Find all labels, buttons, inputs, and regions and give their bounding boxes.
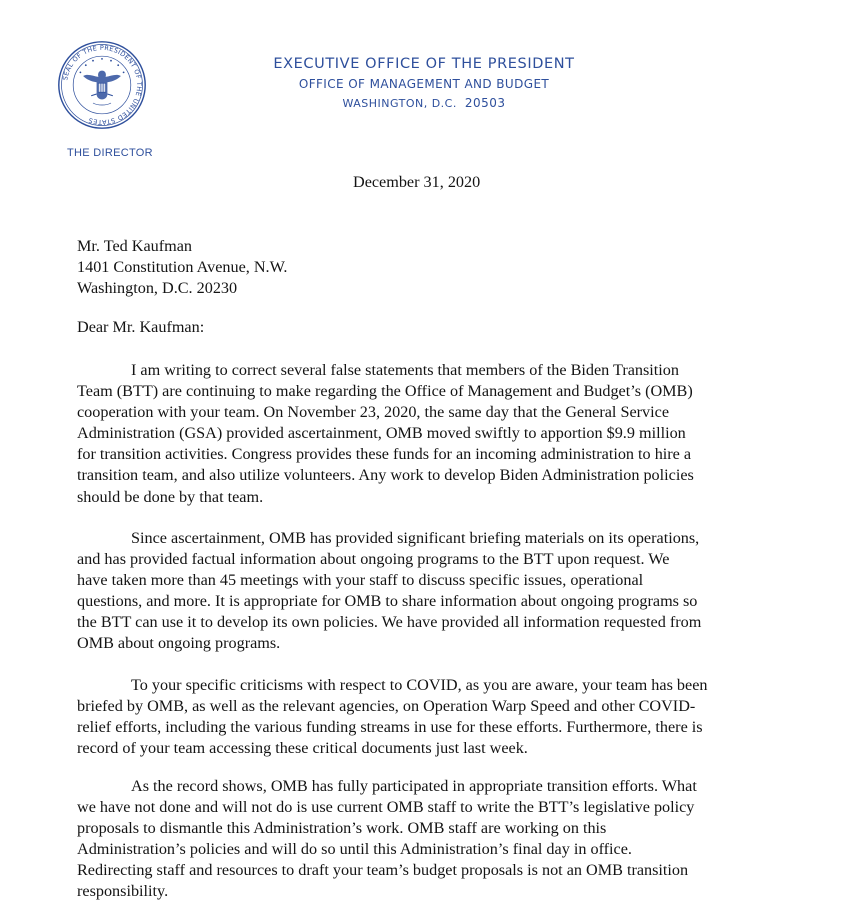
paragraph-line: Administration’s policies and will do so until this Administration’s final day in office. bbox=[77, 840, 632, 859]
paragraph-line: Redirecting staff and resources to draft your team’s budget proposals is not an OMB transition bbox=[77, 861, 689, 880]
paragraph-line: Team (BTT) are continuing to make regarding the Office of Management and Budget’s (OMB) bbox=[77, 382, 693, 401]
paragraph-line: we have not done and will not do is use current OMB staff to write the BTT’s legislative policy bbox=[77, 798, 695, 817]
paragraph-line: record of your team accessing these critical documents just last week. bbox=[77, 739, 528, 758]
paragraph-line: As the record shows, OMB has fully participated in appropriate transition efforts. What bbox=[131, 777, 697, 795]
presidential-seal-icon bbox=[57, 40, 147, 130]
paragraph-line: questions, and more. It is appropriate for OMB to share information about ongoing programs so bbox=[77, 592, 698, 611]
recipient-city: Washington, D.C. 20230 bbox=[77, 279, 238, 297]
salutation: Dear Mr. Kaufman: bbox=[77, 318, 205, 336]
paragraph-line: proposals to dismantle this Administration’s work. OMB staff are working on this bbox=[77, 819, 607, 838]
letterhead-line-2: OFFICE OF MANAGEMENT AND BUDGET bbox=[298, 77, 550, 91]
letterhead-line-1: EXECUTIVE OFFICE OF THE PRESIDENT bbox=[273, 56, 575, 72]
paragraph-line: relief efforts, including the various funding streams in use for these efforts. Furthermore, there is bbox=[77, 718, 703, 737]
letterhead-zip: 20503 bbox=[464, 96, 506, 110]
recipient-address bbox=[77, 236, 287, 299]
letterhead-city: WASHINGTON, D.C. bbox=[342, 97, 457, 110]
paragraph-line: transition team, and also utilize volunteers. Any work to develop Biden Administration policies bbox=[77, 466, 694, 485]
paragraph-3 bbox=[77, 675, 864, 759]
letter-date: December 31, 2020 bbox=[353, 173, 481, 191]
paragraph-4 bbox=[77, 776, 864, 903]
recipient-name: Mr. Ted Kaufman bbox=[77, 237, 193, 255]
letterhead-address bbox=[224, 94, 624, 113]
recipient-street: 1401 Constitution Avenue, N.W. bbox=[77, 258, 288, 276]
paragraph-line: To your specific criticisms with respect to COVID, as you are aware, your team has been bbox=[131, 676, 708, 694]
svg-text:SEAL OF THE PRESIDENT OF THE U: SEAL OF THE PRESIDENT OF THE UNITED STATES bbox=[61, 43, 144, 127]
paragraph-line: and has provided factual information about ongoing programs to the BTT upon request. We bbox=[77, 550, 670, 569]
paragraph-line: Administration (GSA) provided ascertainment, OMB moved swiftly to apportion $9.9 million bbox=[77, 424, 686, 443]
paragraph-line: the BTT can use it to develop its own policies. We have provided all information requested from bbox=[77, 613, 702, 632]
paragraph-line: OMB about ongoing programs. bbox=[77, 634, 281, 653]
paragraph-line: for transition activities. Congress provides these funds for an incoming administration to hire a bbox=[77, 445, 692, 464]
office-title: THE DIRECTOR bbox=[67, 147, 153, 159]
paragraph-line: have taken more than 45 meetings with your staff to discuss specific issues, operational bbox=[77, 571, 644, 590]
paragraph-line: I am writing to correct several false statements that members of the Biden Transition bbox=[131, 361, 679, 379]
paragraph-line: should be done by that team. bbox=[77, 487, 264, 506]
paragraph-line: briefed by OMB, as well as the relevant agencies, on Operation Warp Speed and other COVID- bbox=[77, 697, 696, 716]
paragraph-line: Since ascertainment, OMB has provided significant briefing materials on its operations, bbox=[131, 529, 700, 547]
paragraph-2 bbox=[77, 528, 864, 655]
paragraph-1 bbox=[77, 360, 864, 508]
paragraph-line: responsibility. bbox=[77, 882, 169, 901]
paragraph-line: cooperation with your team. On November 23, 2020, the same day that the General Service bbox=[77, 403, 670, 422]
letterhead bbox=[224, 54, 624, 113]
